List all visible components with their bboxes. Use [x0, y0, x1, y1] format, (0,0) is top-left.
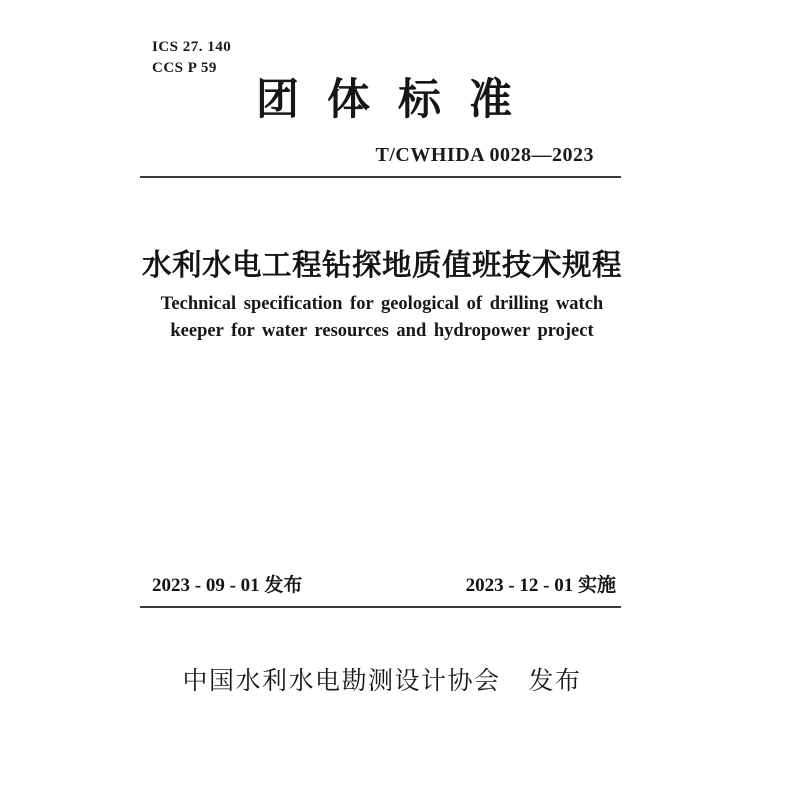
classification-codes: [152, 37, 231, 79]
standard-number: T/CWHIDA 0028—2023: [375, 144, 594, 166]
document-title-en-line2: keeper for water resources and hydropower project: [170, 321, 594, 341]
implement-date: 2023 - 12 - 01 实施: [465, 575, 616, 596]
issue-date: 2023 - 09 - 01 发布: [152, 575, 303, 596]
ics-code: ICS 27. 140: [152, 39, 232, 55]
ccs-code: CCS P 59: [152, 60, 217, 76]
bottom-rule-line: [140, 606, 621, 608]
dates-row: [140, 574, 621, 598]
document-title-zh: 水利水电工程钻探地质值班技术规程: [141, 249, 622, 282]
standard-type-heading-row: [140, 76, 628, 124]
document-title-en-line1: Technical specification for geological of drilling watch: [160, 294, 604, 314]
standard-type-heading: 团体标准: [256, 76, 540, 124]
publisher-name: 中国水利水电勘测设计协会: [182, 667, 501, 695]
publisher-row: [136, 664, 628, 698]
top-rule-line: [140, 176, 621, 178]
publisher-action-label: 发布: [528, 667, 582, 695]
document-title-en: [136, 291, 628, 345]
